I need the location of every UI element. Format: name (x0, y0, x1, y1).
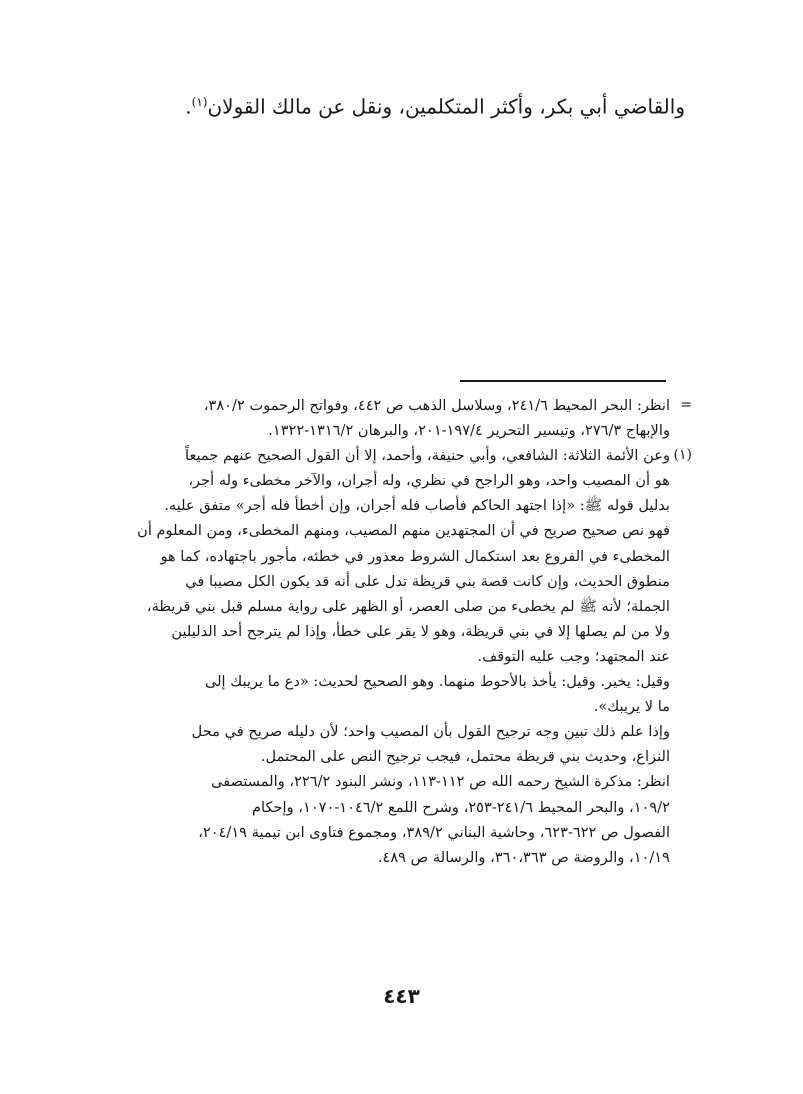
footnote-line: ما لا يريبك». (593, 698, 670, 716)
footnotes-section (130, 393, 692, 870)
footnote-line: وإذا علم ذلك تبين وجه ترجيح القول بأن المصيب واحد؛ لأن دليله صريح في محل (191, 723, 670, 741)
footnote-line: النزاع، وحديث بني قريظة محتمل، فيجب ترجيح النص على المحتمل. (260, 748, 670, 766)
footnote-line: هو أن المصيب واحد، وهو الراجح في نظري، وله أجران، والآخر مخطىء وله أجر، (188, 472, 670, 490)
footnote-paragraph-opinions (130, 669, 670, 719)
footnote-line: فهو نص صحيح صريح في أن المجتهدين منهم المصيب، ومنهم المخطىء، ومن المعلوم أن (137, 522, 670, 540)
main-text-end: . (185, 94, 192, 119)
footnote-1 (130, 443, 692, 669)
footnote-number: (١) (673, 447, 692, 464)
footnote-line: بدليل قوله ﷺ: «إذا اجتهد الحاكم فأصاب فله أجران، وإن أخطأ فله أجر» متفق عليه. (164, 497, 670, 515)
footnote-line: وقيل: يخير. وقيل: يأخذ بالأحوط منهما. وهو الصحيح لحديث: «دع ما يريبك إلى (204, 673, 670, 691)
footnote-line: الفصول ص ٦٢٢-٦٢٣، وحاشية البناني ٣٨٩/٢، ومجموع فتاوى ابن تيمية ٢٠٤/١٩، (198, 823, 670, 841)
footnote-line: المخطىء في الفروع بعد استكمال الشروط معذور في خطئه، مأجور باجتهاده، كما هو (160, 547, 670, 565)
footnote-line: والإبهاج ٢٧٦/٣، وتيسير التحرير ١٩٧/٤-٢٠١، والبرهان ١٣١٦/٢-١٣٢٢. (268, 422, 670, 440)
main-text: والقاضي أبي بكر، وأكثر المتكلمين، ونقل عن مالك القولان (207, 94, 685, 119)
footnote-line: ولا من لم يصلها إلا في بني قريظة، وهو لا يقر على خطأ، وإذا لم يترجح أحد الدليلين (171, 622, 670, 640)
footnote-reference: (١) (191, 95, 208, 109)
footnote-paragraph-conclusion (130, 719, 670, 769)
footnote-line: انظر: مذكرة الشيخ رحمه الله ص ١١٢-١١٣، ونشر البنود ٢٢٦/٢، والمستصفى (211, 773, 670, 791)
footnote-line: ١٠٩/٢، والبحر المحيط ٢٤١/٦-٢٥٣، وشرح اللمع ١٠٤٦/٢-١٠٧٠، وإحكام (251, 798, 670, 816)
footnote-line: انظر: البحر المحيط ٢٤١/٦، وسلاسل الذهب ص ٤٤٢، وفواتح الرحموت ٣٨٠/٢، (203, 397, 670, 414)
footnote-line: منطوق الحديث، وإن كانت قصة بني قريظة تدل على أنه قد يكون الكل مصيبا في (185, 572, 670, 590)
footnote-line: ١٠/١٩، والروضة ص ٣٦٠،٣٦٣، والرسالة ص ٤٨٩. (377, 848, 670, 866)
footnote-continuation (130, 393, 692, 443)
footnote-line: عند المجتهد؛ وجب عليه التوقف. (477, 647, 670, 665)
footnote-paragraph-references (130, 769, 670, 869)
continuation-mark: = (680, 397, 692, 413)
footnote-line: وعن الأئمة الثلاثة: الشافعي، وأبي حنيفة، وأحمد، إلا أن القول الصحيح عنهم جميعاً (185, 447, 670, 465)
main-text-line (125, 82, 685, 127)
page-number: ٤٤٣ (383, 984, 420, 1008)
footnote-line: الجملة؛ لأنه ﷺ لم يخطىء من صلى العصر، أو الظهر على رواية مسلم قبل بني قريظة، (146, 597, 670, 615)
footnote-divider (460, 380, 666, 382)
